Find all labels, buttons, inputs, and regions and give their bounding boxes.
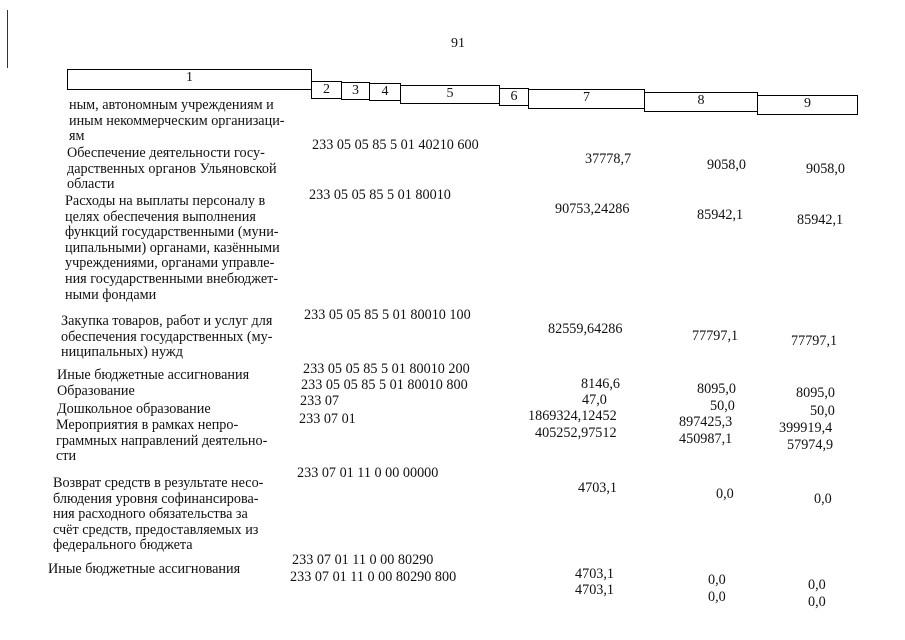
value-col7: 405252,97512 bbox=[535, 425, 617, 441]
desc-line: блюдения уровня софинансирова- bbox=[53, 490, 259, 507]
value-col7: 82559,64286 bbox=[548, 321, 623, 337]
header-col-1: 1 bbox=[67, 69, 312, 90]
value-col9: 85942,1 bbox=[797, 212, 844, 228]
value-col9: 9058,0 bbox=[806, 161, 846, 177]
value-col8: 50,0 bbox=[710, 398, 735, 414]
row-codes: 233 05 05 85 5 01 40210 600 bbox=[312, 137, 479, 153]
row-description bbox=[67, 146, 277, 193]
row-codes: 233 05 05 85 5 01 80010 bbox=[309, 187, 451, 203]
row-codes: 233 07 bbox=[300, 393, 340, 409]
value-col8: 0,0 bbox=[708, 572, 726, 588]
desc-line: Иные бюджетные ассигнования bbox=[48, 561, 241, 577]
desc-line: Мероприятия в рамках непро- bbox=[56, 417, 239, 433]
row-codes: 233 07 01 11 0 00 80290 bbox=[292, 552, 434, 568]
value-col9: 399919,4 bbox=[779, 420, 833, 436]
value-col8: 450987,1 bbox=[679, 431, 733, 447]
row-description bbox=[57, 384, 135, 400]
header-col-9: 9 bbox=[757, 95, 858, 115]
desc-line: Дошкольное образование bbox=[57, 401, 211, 417]
value-col7: 4703,1 bbox=[575, 582, 615, 598]
row-codes: 233 05 05 85 5 01 80010 200 bbox=[303, 361, 470, 377]
row-description bbox=[69, 98, 285, 145]
value-col7: 8146,6 bbox=[581, 376, 621, 392]
header-col-5: 5 bbox=[400, 85, 500, 104]
row-description bbox=[56, 418, 267, 465]
desc-line: Расходы на выплаты персоналу в bbox=[65, 193, 266, 209]
desc-line: Иные бюджетные ассигнования bbox=[57, 367, 250, 383]
header-col-8: 8 bbox=[644, 92, 758, 112]
value-col8: 897425,3 bbox=[679, 414, 733, 430]
value-col9: 0,0 bbox=[814, 491, 832, 507]
desc-line: дарственных органов Ульяновской bbox=[67, 160, 277, 177]
row-codes: 233 07 01 bbox=[299, 411, 356, 427]
desc-line: ния расходного обязательства за bbox=[53, 506, 248, 523]
header-col-6: 6 bbox=[499, 88, 529, 106]
header-col-4: 4 bbox=[369, 83, 401, 101]
desc-line: функций государственными (муни- bbox=[65, 224, 279, 241]
margin-line bbox=[7, 10, 8, 68]
row-description bbox=[53, 476, 263, 554]
value-col7: 1869324,12452 bbox=[528, 408, 617, 424]
desc-line: Образование bbox=[57, 383, 135, 399]
value-col9: 8095,0 bbox=[796, 385, 836, 401]
desc-line: области bbox=[67, 176, 115, 193]
value-col8: 9058,0 bbox=[707, 157, 747, 173]
value-col8: 0,0 bbox=[708, 589, 726, 605]
desc-line: ям bbox=[69, 128, 85, 145]
value-col8: 0,0 bbox=[716, 486, 734, 502]
value-col9: 50,0 bbox=[810, 403, 835, 419]
desc-line: ниципальных) нужд bbox=[61, 344, 183, 361]
desc-line: целях обеспечения выполнения bbox=[65, 208, 256, 225]
value-col9: 0,0 bbox=[808, 577, 826, 593]
desc-line: Обеспечение деятельности госу- bbox=[67, 145, 265, 161]
value-col9: 77797,1 bbox=[791, 333, 838, 349]
row-codes: 233 07 01 11 0 00 00000 bbox=[297, 465, 439, 481]
value-col7: 37778,7 bbox=[585, 151, 632, 167]
value-col7: 47,0 bbox=[582, 392, 607, 408]
value-col8: 8095,0 bbox=[697, 381, 737, 397]
value-col7: 4703,1 bbox=[578, 480, 618, 496]
desc-line: сти bbox=[56, 448, 77, 465]
desc-line: счёт средств, предоставляемых из bbox=[53, 521, 259, 538]
desc-line: учреждениями, органами управле- bbox=[65, 255, 275, 272]
row-codes: 233 05 05 85 5 01 80010 800 bbox=[301, 377, 468, 393]
row-codes: 233 05 05 85 5 01 80010 100 bbox=[304, 307, 471, 323]
value-col8: 85942,1 bbox=[697, 207, 744, 223]
desc-line: федерального бюджета bbox=[53, 537, 193, 554]
desc-line: ния государственными внебюджет- bbox=[65, 270, 279, 287]
row-description bbox=[65, 194, 280, 303]
row-description bbox=[61, 314, 272, 361]
row-description bbox=[57, 402, 211, 418]
desc-line: граммных направлений деятельно- bbox=[56, 432, 268, 449]
desc-line: иным некоммерческим организаци- bbox=[69, 112, 285, 129]
value-col7: 90753,24286 bbox=[555, 201, 630, 217]
value-col8: 77797,1 bbox=[692, 328, 739, 344]
value-col7: 4703,1 bbox=[575, 566, 615, 582]
desc-line: ципальными) органами, казёнными bbox=[65, 239, 280, 256]
value-col9: 0,0 bbox=[808, 594, 826, 610]
header-col-7: 7 bbox=[528, 89, 645, 109]
header-col-3: 3 bbox=[341, 82, 370, 100]
desc-line: Закупка товаров, работ и услуг для bbox=[61, 313, 273, 329]
row-codes: 233 07 01 11 0 00 80290 800 bbox=[290, 569, 457, 585]
desc-line: ным, автономным учреждениям и bbox=[69, 97, 274, 113]
row-description bbox=[57, 368, 249, 384]
page-number: 91 bbox=[451, 36, 465, 51]
value-col9: 57974,9 bbox=[787, 437, 834, 453]
row-description bbox=[48, 562, 240, 578]
desc-line: обеспечения государственных (му- bbox=[61, 328, 273, 345]
header-col-2: 2 bbox=[311, 81, 342, 99]
desc-line: Возврат средств в результате несо- bbox=[53, 475, 264, 491]
desc-line: ными фондами bbox=[65, 286, 157, 303]
